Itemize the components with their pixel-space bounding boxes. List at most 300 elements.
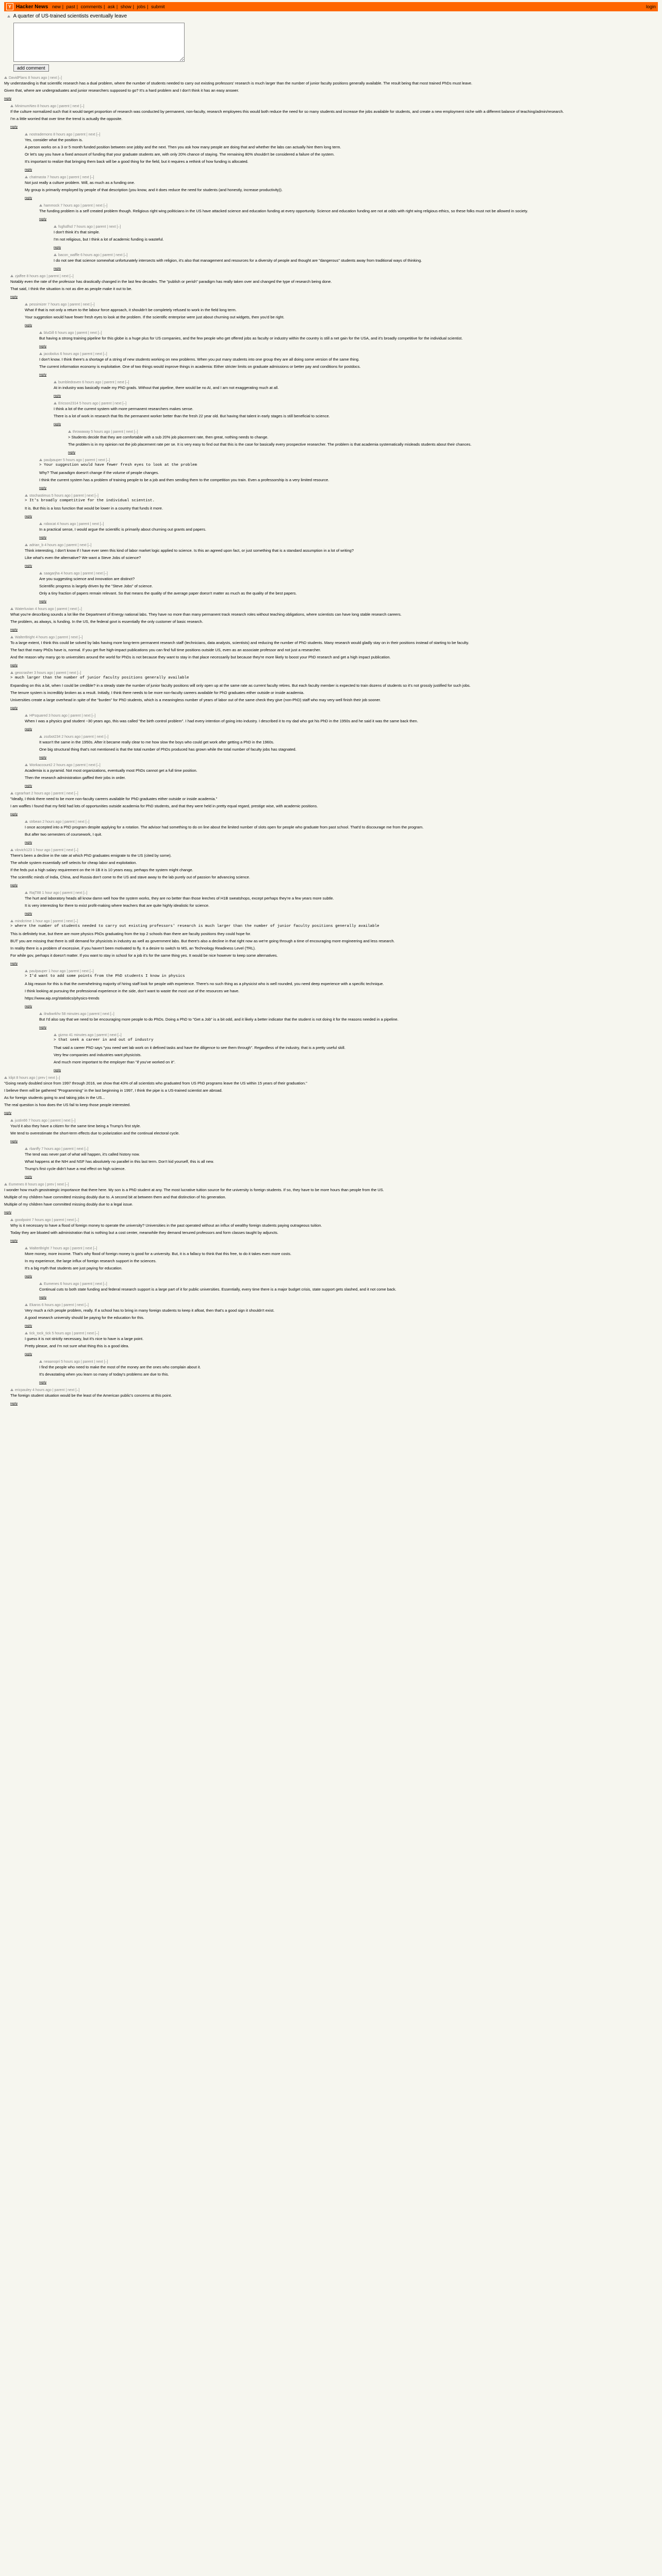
reply-link[interactable]: reply xyxy=(54,394,61,398)
upvote-icon[interactable] xyxy=(25,891,28,894)
comment-byline[interactable]: zozbot234 2 hours ago | parent | next [–] xyxy=(44,735,109,739)
comment xyxy=(25,763,658,788)
comment-byline[interactable]: mindcrime 1 hour ago | parent | next [–] xyxy=(15,920,78,923)
comment-paragraph: I think the current system has a problem of training people to be a job and then sending them to the competition you train. Even a professorship is a very limited resource. xyxy=(39,478,329,482)
comment-quote: > Your suggestion would have fewer fresh eyes to look at the problem xyxy=(39,463,197,467)
comment-text xyxy=(25,1308,658,1328)
reply-link[interactable]: reply xyxy=(25,727,32,731)
comment-paragraph: Are you suggesting science and innovation are distinct? xyxy=(39,577,135,581)
reply-link[interactable]: reply xyxy=(4,97,12,100)
comment-byline[interactable]: RajT88 1 hour ago | parent | next [–] xyxy=(29,891,88,895)
reply-link[interactable]: reply xyxy=(25,168,32,172)
comment-meta xyxy=(10,1218,658,1223)
reply-link[interactable]: reply xyxy=(39,486,47,490)
comment-meta xyxy=(4,1076,658,1081)
site-title[interactable]: Hacker News xyxy=(16,4,48,10)
comment-byline[interactable]: goodpoint 7 hours ago | parent | next [–] xyxy=(15,1218,79,1222)
nav-show[interactable]: show xyxy=(120,4,131,9)
comment xyxy=(54,253,658,270)
comment-text xyxy=(10,1223,658,1243)
comment-meta xyxy=(10,1388,658,1393)
comment-paragraph: The tend was never part of what will happen, it's called history now. xyxy=(25,1152,140,1157)
upvote-icon[interactable] xyxy=(39,1282,42,1285)
reply-link[interactable]: reply xyxy=(25,1275,32,1278)
comment xyxy=(25,1246,658,1278)
comment xyxy=(39,571,658,603)
comment-quote: > that seek a career in and out of industry xyxy=(54,1038,154,1042)
comment-paragraph: Scientific progress is largely driven by the "Steve Jobs" of science. xyxy=(39,584,153,588)
reply-link[interactable]: reply xyxy=(54,1069,61,1072)
comment xyxy=(10,919,658,965)
comment-paragraph: The hurt and laboratory heads all know damn well how the system works, they are no better than those leeches of H1B sweatshops, except perhaps they're a few years more subtle. xyxy=(25,896,334,901)
reply-link[interactable]: reply xyxy=(10,812,18,816)
reply-link[interactable]: reply xyxy=(10,884,18,887)
comment-paragraph: And the reason why many go to universities around the world for PhDs is not because they want to stay in that place necessarily but because they're more likely to boost your PhD research and get a high impact publication. xyxy=(10,655,391,659)
comment-paragraph: Why? That paradigm doesn't change if the volume of people changes. xyxy=(39,470,159,475)
reply-link[interactable]: reply xyxy=(10,628,18,632)
reply-link[interactable]: reply xyxy=(10,962,18,965)
reply-link[interactable]: reply xyxy=(25,841,32,844)
comment-byline[interactable]: Ekaros 6 hours ago | parent | next [–] xyxy=(29,1303,89,1307)
comment-byline[interactable]: ilrwbwrkhv 58 minutes ago | parent | next [–] xyxy=(44,1012,114,1016)
comment-paragraph: > Students decide that they are comfortable with a sub 20% job placement rate, then great, nothing needs to change. xyxy=(68,435,269,439)
comment-byline[interactable]: geocrasher 3 hours ago | parent | next [–] xyxy=(15,671,81,675)
upvote-icon[interactable] xyxy=(25,764,28,766)
comment xyxy=(25,175,658,200)
reply-link[interactable]: reply xyxy=(25,912,32,916)
comment xyxy=(25,543,658,568)
upvote-icon[interactable] xyxy=(25,1332,28,1334)
comment-text xyxy=(54,258,658,270)
upvote-icon[interactable] xyxy=(39,572,42,574)
comment-text xyxy=(4,1081,658,1115)
comment-meta xyxy=(25,175,658,180)
comment-paragraph: I believe them will be gathered "Programming" in the last beginning in 1997, I think the pipe is a US-trained scientist are abroad. xyxy=(4,1088,223,1093)
comment-paragraph: Very few companies and industries want physicists. xyxy=(54,1053,142,1057)
comment-byline[interactable]: klipt 8 hours ago | prev | next [–] xyxy=(9,1076,60,1080)
comment-byline[interactable]: DavidPlans 8 hours ago | next [–] xyxy=(9,76,62,80)
comment-byline[interactable]: fsgfsdfsd 7 hours ago | parent | next [–] xyxy=(58,225,121,229)
comment xyxy=(25,969,658,1008)
comment xyxy=(4,1076,658,1115)
comment-text xyxy=(54,230,658,249)
comment xyxy=(10,1388,658,1405)
upvote-icon[interactable] xyxy=(25,1247,28,1249)
comment-text xyxy=(25,138,658,172)
upvote-icon[interactable] xyxy=(39,522,42,525)
comment-text xyxy=(39,209,658,221)
upvote-icon[interactable] xyxy=(25,1147,28,1150)
comment-paragraph: We tend to overestimate the short-term effects due to polarization and the continual electoral cycle. xyxy=(10,1131,180,1136)
upvote-icon[interactable] xyxy=(68,430,71,433)
upvote-icon[interactable] xyxy=(54,225,57,228)
comment-byline[interactable]: cgearhart 2 hours ago | parent | next [–] xyxy=(15,792,78,795)
comment-paragraph: It wasn't the same in the 1950s. After it became really clear to me how slow the boys who could get work after getting a PhD in the 1960s. xyxy=(39,740,274,744)
comment xyxy=(39,352,658,377)
reply-link[interactable]: reply xyxy=(10,1140,18,1143)
comment-byline[interactable]: chatmasta 7 hours ago | parent | next [–] xyxy=(29,176,94,179)
comment-meta xyxy=(10,848,658,853)
upvote-icon[interactable] xyxy=(10,105,13,107)
reply-link[interactable]: reply xyxy=(39,1026,47,1029)
upvote-icon[interactable] xyxy=(54,253,57,256)
comment-text xyxy=(39,1365,658,1384)
comment-byline[interactable]: bacon_waffle 6 hours ago | parent | next [–] xyxy=(58,253,128,257)
site-logo[interactable]: Y xyxy=(6,3,13,10)
reply-link[interactable]: reply xyxy=(10,1402,18,1405)
comment-paragraph: It's important to realize that bringing them back will be a good thing for the field, but it requires a rethink of how funding is allocated. xyxy=(25,159,249,164)
comment-paragraph: "Ideally, I think there need to be more non-faculty careers available for PhD graduates either outside or inside academia." xyxy=(10,796,218,801)
comment-textarea[interactable] xyxy=(13,23,185,62)
upvote-icon[interactable] xyxy=(10,1388,13,1391)
comment-meta xyxy=(54,380,658,385)
comment xyxy=(10,104,658,129)
comment-text xyxy=(10,640,658,667)
comment-paragraph: What you're describing sounds a lot like the Department of Energy national labs. They have no more than many permanent track research roles without teaching obligations, where scientists can have long stable research careers. xyxy=(10,612,402,617)
comment-meta xyxy=(39,1360,658,1365)
comment-text xyxy=(10,612,658,632)
comment xyxy=(10,848,658,887)
upvote-icon[interactable] xyxy=(4,1183,7,1185)
comment-paragraph: In a practical sense, I would argue the scientific is primarily about churning out grants and papers. xyxy=(39,527,206,532)
reply-link[interactable]: reply xyxy=(25,784,32,788)
comment-paragraph: I don't think it's that simple. xyxy=(54,230,100,234)
comment-paragraph: Or let's say you have a fixed amount of funding that your graduate students are, with only 20% chance of staying. The remaining 80% shouldn't be considered a failure of the system. xyxy=(25,152,335,157)
upvote-icon[interactable] xyxy=(39,735,42,738)
comment-text xyxy=(10,924,658,965)
upvote-icon[interactable] xyxy=(7,15,10,18)
comment-byline[interactable]: tick_tock_tick 5 hours ago | parent | next [–] xyxy=(29,1332,99,1335)
upvote-icon[interactable] xyxy=(25,544,28,546)
comment xyxy=(10,1218,658,1243)
comment-paragraph: The fact that many PhDs have is, normal. If you get five high-impact publications you can find full time positions outside US, even as an associate professor and not just a researcher. xyxy=(10,648,321,652)
comment-paragraph: BUT you are missing that there is still demand for physicists in industry as well as government labs. But there's also a decline in that right now as we're going through a time of encouraging more engineering and less research. xyxy=(10,939,395,943)
comment-paragraph: Then the research administration gaffled their jobs in order. xyxy=(25,775,126,780)
comment-byline[interactable]: throwaway 5 hours ago | parent | next [–] xyxy=(73,430,138,434)
comment-byline[interactable]: paulpauper 1 hour ago | parent | next [–] xyxy=(29,970,94,973)
comment-text xyxy=(39,336,658,348)
comment-paragraph: If the feds put a high salary requirement on the H-1B it is 10 years easy, perhaps the system might change. xyxy=(10,868,193,872)
upvote-icon[interactable] xyxy=(10,1119,13,1122)
comment-paragraph: I don't know. I think there's a shortage of a string of new students working on new problems. When you put many students into one group they are all doing some version of the same thing. xyxy=(39,357,360,362)
story-title-row xyxy=(7,13,655,20)
comment-paragraph: Your suggestion would have fewer fresh eyes to look at the problem. If the scientific enterprise were just about churning out widgets, then you'd be right. xyxy=(25,315,285,319)
comment-byline[interactable]: zjaffee 8 hours ago | parent | next [–] xyxy=(15,275,74,278)
comment-meta xyxy=(25,543,658,548)
comment-text xyxy=(39,357,658,377)
comment-byline[interactable]: Ericson2314 5 hours ago | parent | next [–] xyxy=(58,402,127,405)
comment xyxy=(25,820,658,844)
reply-link[interactable]: reply xyxy=(39,536,47,539)
comment-byline[interactable]: MinimumNeo 8 hours ago | parent | next [–] xyxy=(15,105,85,108)
comment-byline[interactable]: HPsquared 3 hours ago | parent | next [–] xyxy=(29,714,96,718)
upvote-icon[interactable] xyxy=(54,381,57,383)
comment-paragraph: Yes, consider what the position is. xyxy=(25,138,83,142)
upvote-icon[interactable] xyxy=(25,1303,28,1306)
comment xyxy=(39,204,658,221)
comment-paragraph: I'm a little worried that over time the trend is actually the opposite. xyxy=(10,116,123,121)
comment-paragraph: The funding problem is a self created problem though. Religious right wing politicians in the US have attacked science and education funding at every opportunity. Science and education funding are not at odds with right wing religious ethics, so these folks must not be allowed in society. xyxy=(39,209,528,213)
comment-paragraph: The scientific minds of India, China, and Russia don't come to the US and stave away to the lab purely out of passion for advancing science. xyxy=(10,875,251,879)
comment-text xyxy=(54,406,658,426)
comment-byline[interactable]: Eumenes 8 hours ago | prev | next [–] xyxy=(9,1183,69,1187)
comment-paragraph: Very much a rich people problem, really. If a school has to bring in many foreign students to keep it afloat, then that's a good sign it shouldn't exist. xyxy=(25,1308,275,1313)
comment-meta xyxy=(10,791,658,796)
comment-text xyxy=(68,435,658,454)
comment-meta xyxy=(39,458,658,463)
comment-text xyxy=(54,385,658,398)
comment-byline[interactable]: paulpauper 5 hours ago | parent | next [–] xyxy=(44,459,110,462)
upvote-icon[interactable] xyxy=(39,352,42,355)
comment-paragraph: A good research university should be paying for the education for this. xyxy=(25,1315,144,1320)
comment xyxy=(39,331,658,348)
comment-meta xyxy=(10,104,658,109)
reply-link[interactable]: reply xyxy=(10,295,18,299)
reply-link[interactable]: reply xyxy=(39,345,47,348)
comment-text xyxy=(10,279,658,299)
comment-paragraph: Expanding on this a bit, when I could be credible? in a steady state the number of junior faculty positions will only open up at the same rate as current faculty retires. But each faculty member is expected to train dozens of students so it's not grossly justified for such jobs. xyxy=(10,683,471,688)
comment-byline[interactable]: WalterBright 4 hours ago | parent | next [–] xyxy=(15,636,83,639)
upvote-icon[interactable] xyxy=(25,820,28,823)
comment-paragraph: The current information economy is exploitative. One of two things would improve things in academia: Either stricter limits on graduate admissions or better pay and conditions for postdocs. xyxy=(39,364,361,369)
reply-link[interactable]: reply xyxy=(68,451,76,454)
comment-byline[interactable]: WalterBright 7 hours ago | parent | next [–] xyxy=(29,1247,97,1250)
comment-paragraph: I am waffles I found that my field had lots of opportunities outside academia for PhD students, and that they were held in pretty equal regard, prestige wise, with academic positions. xyxy=(10,804,318,808)
comment-byline[interactable]: Eumenes 6 hours ago | parent | next [–] xyxy=(44,1282,107,1286)
reply-link[interactable]: reply xyxy=(25,1005,32,1008)
upvote-icon[interactable] xyxy=(10,920,13,922)
comment-byline[interactable]: hammock 7 hours ago | parent | next [–] xyxy=(44,204,108,208)
comment-meta xyxy=(25,891,658,896)
comment-quote: > It's broadly competitive for the individual scientist. xyxy=(25,499,155,503)
upvote-icon[interactable] xyxy=(25,133,28,135)
comment-paragraph: That said a career PhD says "you need wet lab work on it defined tasks and have the diligence to see them through". Regardless of the industry, that is a pretty useful skill. xyxy=(54,1045,345,1050)
comment-paragraph: A big reason for this is that the overwhelming majority of hiring staff look for people with experience. There's no such thing as a physicist who is well rounded, you need deep experience with a specific technique. xyxy=(25,981,384,986)
reply-link[interactable]: reply xyxy=(39,373,47,377)
comment-meta xyxy=(39,735,658,740)
comment xyxy=(10,1118,658,1143)
reply-link[interactable]: reply xyxy=(10,664,18,667)
reply-link[interactable]: reply xyxy=(39,756,47,759)
reply-link[interactable]: reply xyxy=(25,196,32,200)
comment xyxy=(10,791,658,816)
upvote-icon[interactable] xyxy=(4,76,7,79)
comment-byline[interactable]: neaanopri 5 hours ago | parent | next [–] xyxy=(44,1360,108,1364)
upvote-icon[interactable] xyxy=(25,176,28,178)
reply-link[interactable]: reply xyxy=(39,1296,47,1299)
comment-byline[interactable]: Workaccount2 2 hours ago | parent | next [–] xyxy=(29,764,101,767)
add-comment-button[interactable]: add comment xyxy=(13,64,49,72)
login-link[interactable]: login xyxy=(646,4,656,9)
upvote-icon[interactable] xyxy=(10,636,13,638)
comment xyxy=(54,1033,658,1072)
comment xyxy=(10,607,658,632)
comment-byline[interactable]: justin66 7 hours ago | parent | next [–] xyxy=(15,1119,76,1123)
comment-byline[interactable]: bluGill 6 hours ago | parent | next [–] xyxy=(44,331,102,335)
comment xyxy=(25,302,658,327)
comment-paragraph: Given that, where are undergraduates and junior researchers supposed to go? It's a hard problem and I don't think it has an easy answer. xyxy=(4,88,239,93)
comment-byline[interactable]: ericpauley 4 hours ago | parent | next [–] xyxy=(15,1388,80,1392)
comment-paragraph: For while gov, perhaps it doesn't matter. If you want to stay in school for a job it's for the same thing yes. It would be nice however to keep some alternatives. xyxy=(10,953,278,958)
comment-meta xyxy=(10,671,658,676)
upvote-icon[interactable] xyxy=(25,714,28,717)
comment-meta xyxy=(25,132,658,138)
comment-thread xyxy=(4,76,658,1405)
reply-link[interactable]: reply xyxy=(4,1111,12,1115)
reply-link[interactable]: reply xyxy=(54,422,61,426)
upvote-icon[interactable] xyxy=(10,1218,13,1221)
comment-text xyxy=(25,768,658,788)
nav-ask[interactable]: ask xyxy=(107,4,115,9)
comment xyxy=(10,671,658,710)
upvote-icon[interactable] xyxy=(10,849,13,851)
comment-paragraph: There is a lot of work in research that fits the permanent worker better than the fresh 22 year old. But having that talent in early stages is still beneficial to science. xyxy=(54,414,330,418)
upvote-icon[interactable] xyxy=(39,459,42,461)
reply-link[interactable]: reply xyxy=(25,1324,32,1328)
comment-meta xyxy=(25,494,658,499)
reply-link[interactable]: reply xyxy=(39,600,47,603)
comment xyxy=(39,735,658,759)
comment-paragraph: There's been a decline in the rate at which PhD graduates emigrate to the US (cited by some). xyxy=(10,853,172,858)
comment xyxy=(54,225,658,249)
comment-quote: > where the number of students needed to carry out existing professors' research is much larger than the number of junior faculty positions generally available xyxy=(10,924,379,928)
comment-meta xyxy=(10,607,658,612)
comment-paragraph: But I'd also say that we need to be encouraging more people to do PhDs. Doing a PhD to "Get a Job" is a bit odd, and it likely a better indicator that the student is not doing it for the reasons needed in a pipeline. xyxy=(39,1017,399,1022)
nav-new[interactable]: new xyxy=(52,4,61,9)
comment xyxy=(10,635,658,667)
comment-byline[interactable]: Waterluvian 4 hours ago | parent | next [–] xyxy=(15,607,82,611)
reply-link[interactable]: reply xyxy=(39,1381,47,1384)
comment-text xyxy=(25,1251,658,1278)
reply-link[interactable]: reply xyxy=(25,515,32,518)
comment-meta xyxy=(25,820,658,825)
comment-text xyxy=(39,527,658,539)
upvote-icon[interactable] xyxy=(10,792,13,794)
comment-meta xyxy=(39,1012,658,1017)
reply-link[interactable]: reply xyxy=(10,1239,18,1243)
comment-paragraph: Think interesting, I don't know if I have ever seen this kind of labor market logic applied to science. Is this an agreed upon fact, or just something that is a standard assumption in a lot of writing? xyxy=(25,548,354,553)
upvote-icon[interactable] xyxy=(39,1012,42,1015)
upvote-icon[interactable] xyxy=(25,303,28,306)
comment-paragraph: When I was a physics grad student ~30 years ago, this was called "the birth control problem". I had every intention of going into industry. I described it to my dad who got his PhD in the 1950s and he said it was the same back then. xyxy=(25,719,418,723)
reply-link[interactable]: reply xyxy=(10,125,18,129)
comment-meta xyxy=(10,635,658,640)
comment-meta xyxy=(25,1246,658,1251)
upvote-icon[interactable] xyxy=(10,607,13,610)
reply-link[interactable]: reply xyxy=(25,564,32,568)
comment-meta xyxy=(25,1147,658,1152)
comment-text xyxy=(25,548,658,568)
comment-byline[interactable]: strbean 2 hours ago | parent | next [–] xyxy=(29,820,90,824)
upvote-icon[interactable] xyxy=(54,1033,57,1036)
comment-paragraph: My understanding is that scientific research has a dual problem, where the number of students needed to carry out existing professors' research is much larger than the number of junior faculty positions generally available. The result being that most trained PhDs must leave. xyxy=(4,81,473,86)
comment-byline[interactable]: gizmo 41 minutes ago | parent | next [–] xyxy=(58,1033,122,1037)
comment-text xyxy=(25,1336,658,1356)
comment-byline[interactable]: robocat 4 hours ago | parent | next [–] xyxy=(44,522,104,526)
reply-link[interactable]: reply xyxy=(4,1211,12,1214)
comment-paragraph: Like what's even the alternative? We want a Steve Jobs of science? xyxy=(25,555,141,560)
comment-text xyxy=(25,499,658,518)
comment-paragraph: Not just really a culture problem. Will, as much as a funding one. xyxy=(25,180,135,185)
upvote-icon[interactable] xyxy=(39,1360,42,1363)
reply-link[interactable]: reply xyxy=(25,324,32,327)
comment-byline[interactable]: jacobolus 6 hours ago | parent | next [–] xyxy=(44,352,107,356)
comment-byline[interactable]: saagarjha 4 hours ago | parent | next [–] xyxy=(44,572,108,575)
upvote-icon[interactable] xyxy=(39,331,42,334)
comment-byline[interactable]: adrian_b 4 hours ago | parent | next [–] xyxy=(29,544,92,547)
comment xyxy=(10,274,658,299)
comment-byline[interactable]: stochastimus 5 hours ago | parent | next [–] xyxy=(29,494,98,498)
nav-past[interactable]: past xyxy=(66,4,75,9)
upvote-icon[interactable] xyxy=(10,275,13,277)
reply-link[interactable]: reply xyxy=(25,1352,32,1356)
comment-text xyxy=(54,1038,658,1072)
comment-paragraph: https://www.aip.org/statistics/physics-trends xyxy=(25,996,100,1001)
upvote-icon[interactable] xyxy=(39,204,42,207)
reply-link[interactable]: reply xyxy=(54,267,61,270)
comment-paragraph: In reality there is a problem of excessive, if you haven't been motivated to fly. It a desire to switch to MS, an Technology Readiness Level (TRL). xyxy=(10,946,256,951)
comment-paragraph: One big structural thing that's not mentioned is that the total number of PhDs produced has grown while the total number of faculty jobs has stagnated. xyxy=(39,747,296,752)
comment-meta xyxy=(54,401,658,406)
comment-text xyxy=(10,1124,658,1143)
comment-paragraph: The tenure system is incredibly broken as a result. Initially, I think there needs to be more non-faculty careers available for PhD graduates either outside or inside academia. xyxy=(10,690,305,695)
comment xyxy=(54,380,658,398)
comment-text xyxy=(10,796,658,816)
comment-meta xyxy=(54,225,658,230)
upvote-icon[interactable] xyxy=(4,1076,7,1079)
comment-paragraph: But having a strong training pipeline for this globe is a huge plus for US companies, and the few people who get offered jobs as faculty or industry within the country is still a net gain for the USA, and it's broadly competitive for the individual scientist. xyxy=(39,336,463,341)
comment xyxy=(68,430,658,454)
comment-text xyxy=(25,825,658,844)
reply-link[interactable]: reply xyxy=(25,1175,32,1179)
comment-paragraph: Universities create a large overhead in spite of the "burden" for PhD students, which is a meaningless number of years of labor out of the same check they give (non-PhD) staff who may very well finish their job sooner. xyxy=(10,698,381,702)
nav-comments[interactable]: comments xyxy=(80,4,103,9)
comment-paragraph: But after two semesters of coursework, I quit. xyxy=(25,832,103,837)
comment xyxy=(4,76,658,100)
nav-submit[interactable]: submit xyxy=(151,4,165,9)
comment-paragraph: More money, more income. That's why flood of foreign money is good for a university. But, it is a fallacy to think that this free, to do it takes even more costs. xyxy=(25,1251,292,1256)
reply-link[interactable]: reply xyxy=(54,246,61,249)
comment-meta xyxy=(25,714,658,719)
comment-byline[interactable]: rbanffy 7 hours ago | parent | next [–] xyxy=(29,1147,89,1151)
reply-link[interactable]: reply xyxy=(39,217,47,221)
upvote-icon[interactable] xyxy=(10,671,13,674)
comment-paragraph: I think looking at pursuing the professional experience in the side, don't want to waste the most use of the resources we have. xyxy=(25,989,240,993)
comment-byline[interactable]: vlovich123 1 hour ago | parent | next [–] xyxy=(15,849,78,852)
comment-paragraph: The foreign student situation would be the least of the American public's concerns at this point. xyxy=(10,1393,172,1398)
upvote-icon[interactable] xyxy=(54,402,57,404)
comment-paragraph: Continual cuts to both state funding and federal research support is a large part of it for public universities. Essentially, every time there is a major budget crisis, state support gets slashed, and it not come back. xyxy=(39,1287,396,1292)
upvote-icon[interactable] xyxy=(25,494,28,497)
upvote-icon[interactable] xyxy=(25,970,28,972)
comment xyxy=(39,1012,658,1029)
comment-paragraph: As for foreign students going to and taking jobs in the US... xyxy=(4,1095,105,1100)
comment-byline[interactable]: nostrademons 8 hours ago | parent | next [–] xyxy=(29,133,101,137)
story-title[interactable]: A quarter of US-trained scientists eventually leave xyxy=(13,13,127,19)
top-navigation-bar xyxy=(4,2,658,11)
comment-paragraph: You'd it also they have a citizen for the same time being a Trump's first style. xyxy=(10,1124,141,1128)
comment-paragraph: I find the people who need to make the most of the money are the ones who complain about it. xyxy=(39,1365,201,1369)
reply-link[interactable]: reply xyxy=(10,706,18,710)
comment-text xyxy=(10,676,658,710)
nav-jobs[interactable]: jobs xyxy=(137,4,146,9)
comment-text xyxy=(10,109,658,129)
comment xyxy=(39,522,658,539)
comment-byline[interactable]: bumbledraven 6 hours ago | parent | next [–] xyxy=(58,381,129,384)
comment-paragraph: The whole system essentially self selects for cheap labor and exploitation. xyxy=(10,860,137,865)
comment-byline[interactable]: pessimizer 7 hours ago | parent | next [–] xyxy=(29,303,95,307)
comment-meta xyxy=(25,1331,658,1336)
